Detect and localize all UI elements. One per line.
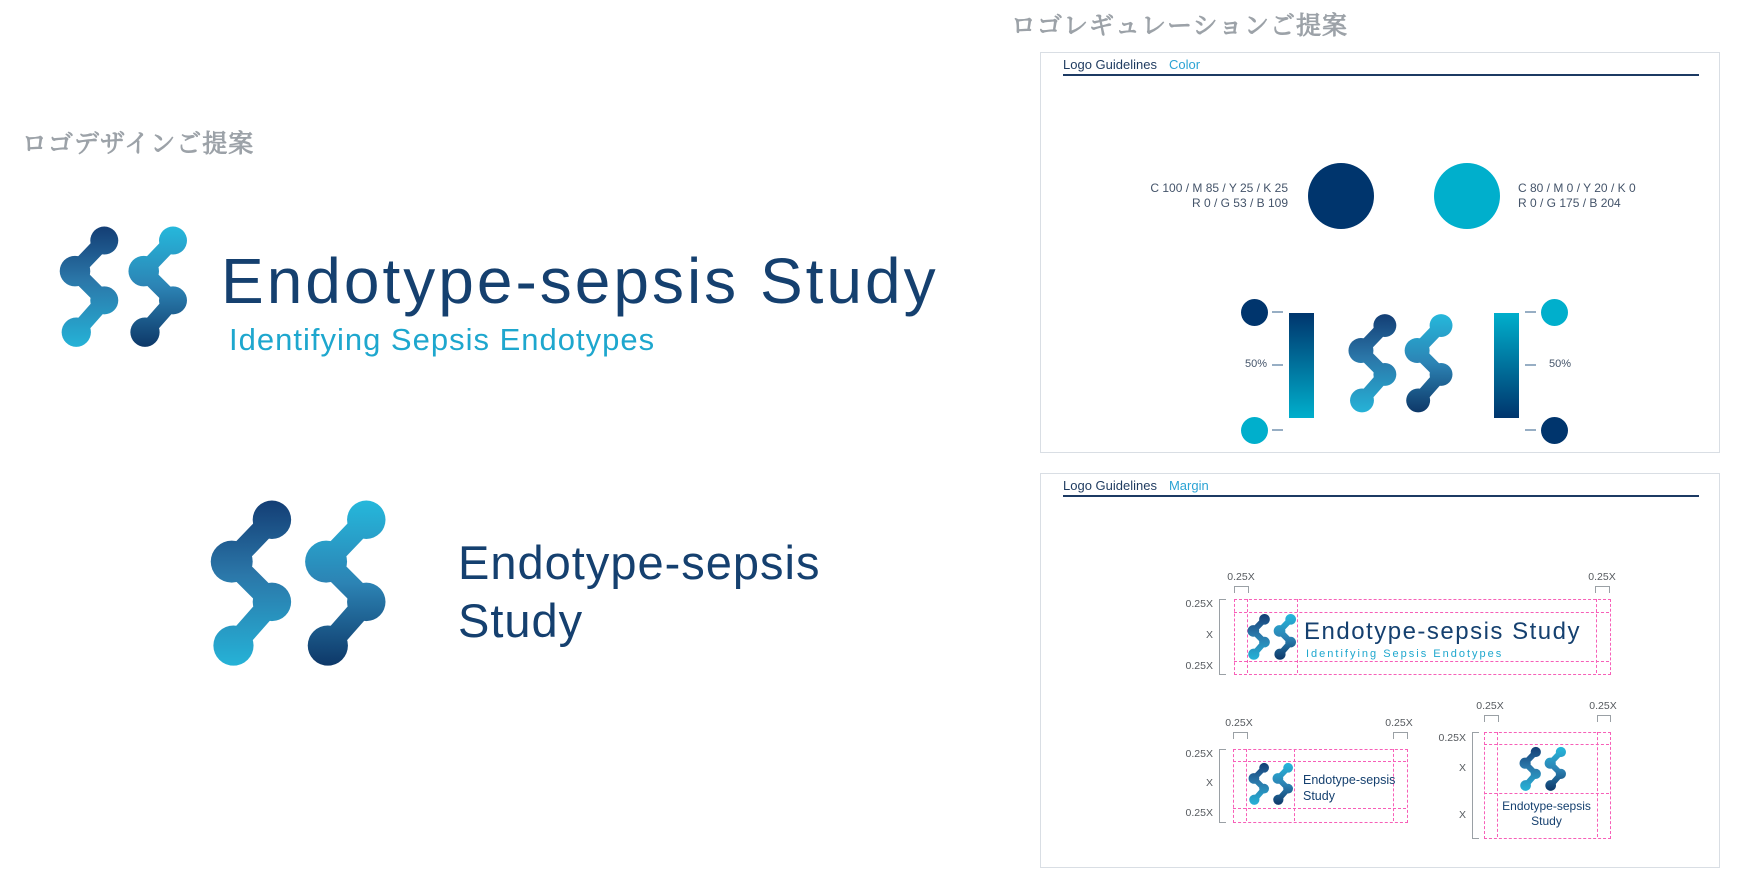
margin-side-label: 0.25X [1185,660,1213,672]
margin-quarter-label: 0.25X [1476,700,1504,712]
margin-side-label: 0.25X [1185,807,1213,819]
diagram-stacked-line2: Study [1303,789,1335,803]
margin-quarter-label: 0.25X [1225,717,1253,729]
margin-quarter-label: 0.25X [1589,700,1617,712]
logo-stacked-wordmark [458,534,820,650]
secondary-rgb-value: R 0 / G 175 / B 204 [1518,196,1621,210]
tick-mark [1525,364,1536,366]
fifty-percent-label-right: 50% [1549,358,1572,370]
tick-mark [1272,429,1283,431]
margin-guidelines-panel [1040,473,1720,868]
fifty-percent-label-left: 50% [1244,358,1267,370]
bracket-top [1393,732,1408,739]
panel-title: Logo Guidelines [1063,57,1157,72]
diagram-tagline: Identifying Sepsis Endotypes [1306,648,1504,660]
margin-guide-line [1294,749,1295,821]
margin-quarter-label: 0.25X [1227,571,1255,583]
margin-guide-line [1596,599,1597,673]
margin-side-label: X [1205,777,1213,789]
margin-guide-line [1234,661,1609,662]
secondary-color-values [1518,181,1708,211]
bracket-left [1219,749,1226,823]
primary-cmyk-value: C 100 / M 85 / Y 25 / K 25 [1150,181,1288,195]
logo-tagline: Identifying Sepsis Endotypes [229,322,656,357]
logo-stacked-line2: Study [458,594,584,647]
gradient-bar-cyan-to-navy [1494,313,1519,418]
diagram-vertical-line1: Endotype-sepsis [1502,799,1591,813]
margin-guide-line [1246,749,1247,821]
margin-side-label: 0.25X [1185,598,1213,610]
logo-mark-icon-gradient [1347,312,1455,415]
tick-mark [1525,311,1536,313]
diagram-vertical-line2: Study [1531,814,1562,828]
bracket-top [1595,586,1610,593]
bracket-top [1597,715,1611,722]
panel-subtitle-color: Color [1168,57,1201,72]
secondary-color-swatch [1434,163,1500,229]
margin-guide-line [1484,744,1609,745]
primary-color-swatch [1308,163,1374,229]
gradient-top-dot-cyan [1541,299,1568,326]
margin-side-label: X [1458,762,1466,774]
panel-subtitle-margin: Margin [1168,478,1209,493]
regulation-section-heading: ロゴレギュレーションご提案 [1011,12,1349,40]
diagram-stacked-text [1303,772,1395,804]
diagram-wordmark: Endotype-sepsis Study [1304,618,1581,645]
bracket-top [1233,732,1248,739]
panel-title: Logo Guidelines [1063,478,1157,493]
gradient-top-dot-navy [1241,299,1268,326]
tick-mark [1272,364,1283,366]
margin-guide-line [1233,808,1406,809]
tick-mark [1272,311,1283,313]
bracket-top [1234,586,1249,593]
logo-mark-icon-small [1247,613,1297,661]
bracket-left [1219,599,1226,675]
design-section-heading: ロゴデザインご提案 [22,130,255,158]
margin-side-label: X [1205,629,1213,641]
margin-guide-line [1297,599,1298,673]
margin-side-label: X [1458,809,1466,821]
panel-header-rule [1063,74,1699,76]
margin-side-label: 0.25X [1185,748,1213,760]
margin-guide-line [1484,793,1609,794]
margin-quarter-label: 0.25X [1588,571,1616,583]
tick-mark [1525,429,1536,431]
bracket-top [1484,715,1499,722]
color-panel-header [1063,57,1200,72]
logo-wordmark: Endotype-sepsis Study [221,245,939,317]
gradient-bar-navy-to-cyan [1289,313,1314,418]
gradient-bottom-dot-navy [1541,417,1568,444]
diagram-vertical-text [1484,799,1609,829]
logo-mark-icon [58,224,190,350]
logo-mark-icon-small [1248,762,1294,806]
logo-stacked-line1: Endotype-sepsis [458,536,821,589]
gradient-bottom-dot-cyan [1241,417,1268,444]
bracket-left [1472,732,1479,839]
logo-mark-icon-small [1519,746,1567,792]
primary-color-values [1101,181,1288,211]
margin-side-label: 0.25X [1438,732,1466,744]
margin-quarter-label: 0.25X [1385,717,1413,729]
primary-rgb-value: R 0 / G 53 / B 109 [1191,196,1288,210]
panel-header-rule [1063,495,1699,497]
logo-mark-icon-large [208,497,390,670]
diagram-stacked-line1: Endotype-sepsis [1303,773,1396,787]
secondary-cmyk-value: C 80 / M 0 / Y 20 / K 0 [1518,181,1636,195]
margin-panel-header [1063,478,1209,493]
color-guidelines-panel [1040,52,1720,453]
